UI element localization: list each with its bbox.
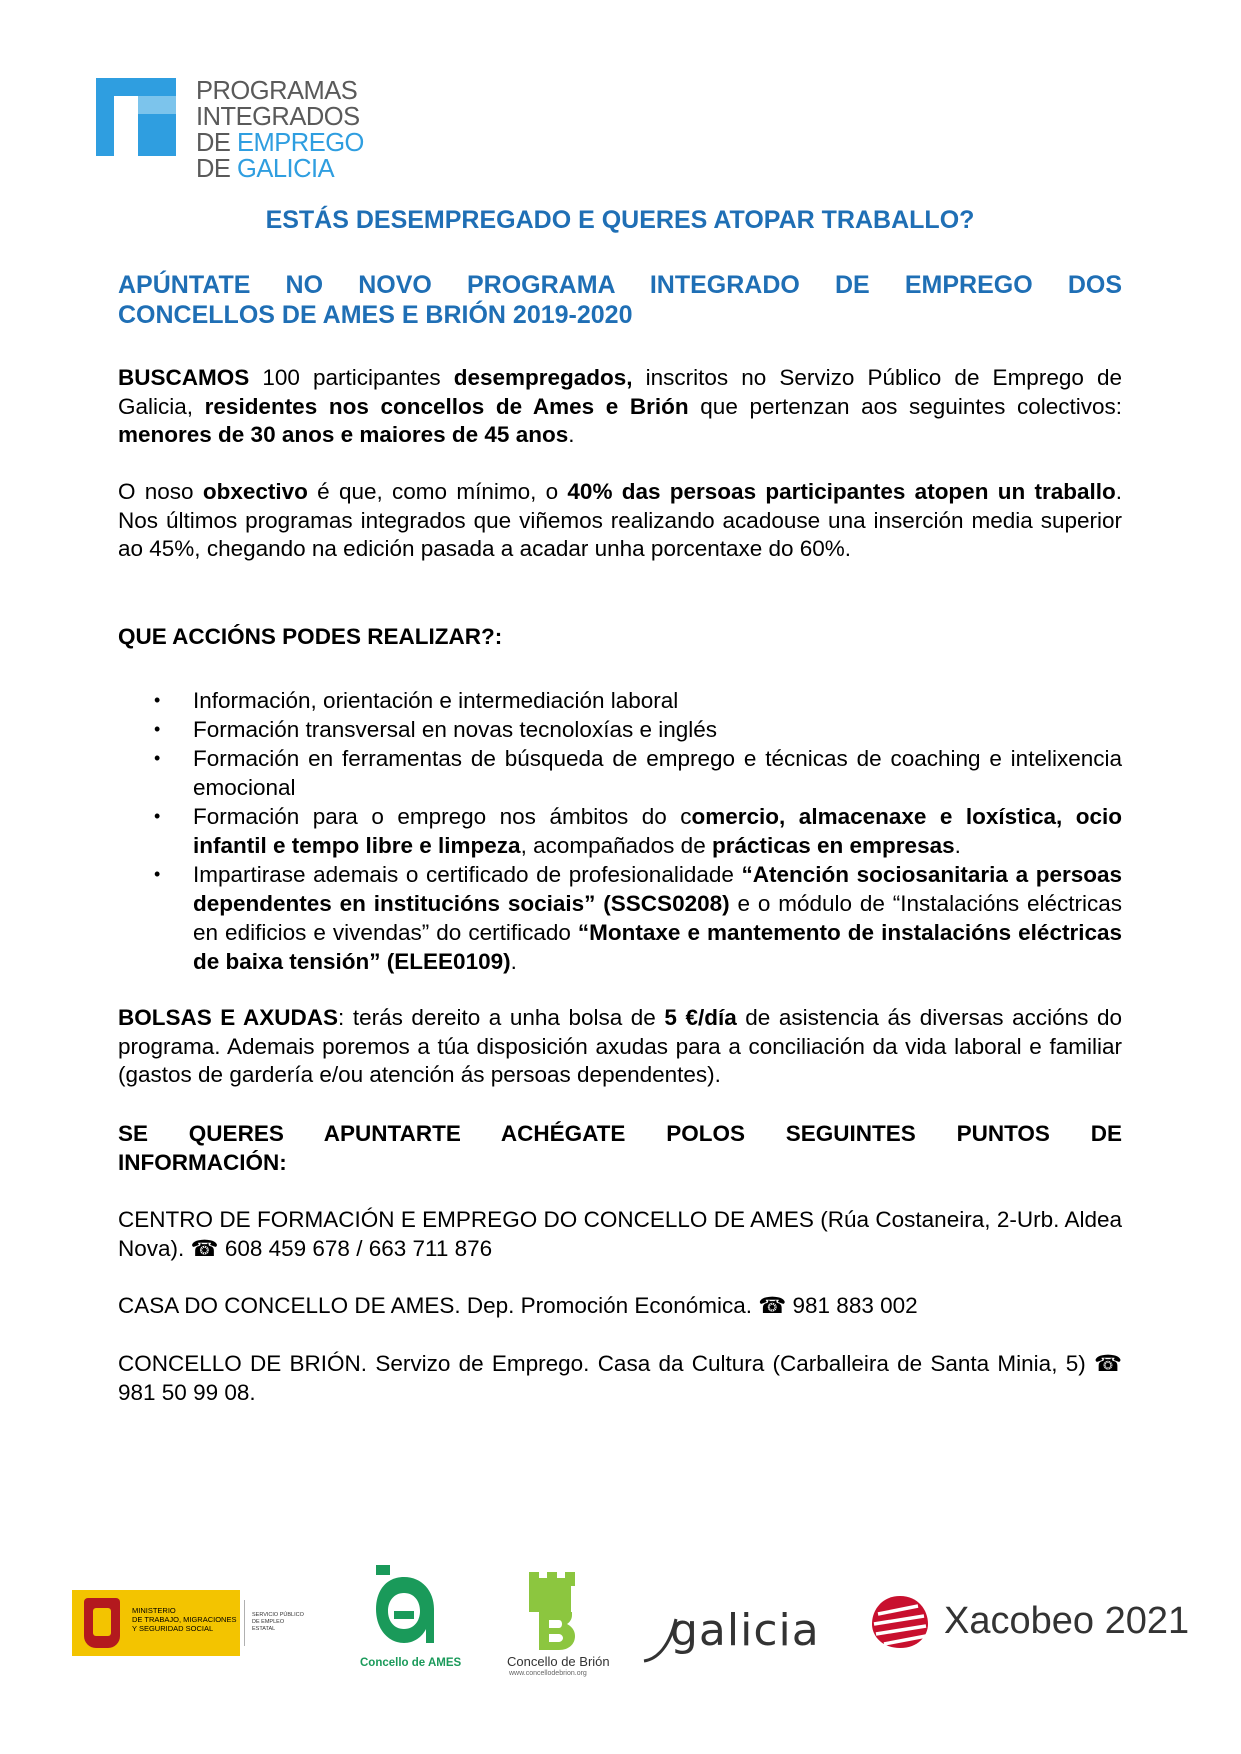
actions-list bbox=[118, 686, 1122, 976]
bold-text: omercio, almacenaxe e loxística, ocio infantil e tempo libre e limpeza bbox=[193, 804, 1122, 858]
ministry-logo bbox=[72, 1590, 308, 1656]
ames-a-icon bbox=[372, 1565, 436, 1647]
concello-brion-logo bbox=[505, 1572, 615, 1684]
bolsas-paragraph bbox=[118, 1004, 1122, 1090]
buscamos-paragraph bbox=[118, 364, 1122, 450]
list-item-text: Formación transversal en novas tecnoloxías e inglés bbox=[193, 717, 718, 742]
phone-number: 981 883 002 bbox=[786, 1293, 918, 1318]
list-item-text: Información, orientación e intermediación laboral bbox=[193, 688, 679, 713]
list-item bbox=[118, 802, 1122, 860]
info-point-ames-centro bbox=[118, 1206, 1122, 1263]
info-point-ames-casa bbox=[118, 1292, 1122, 1321]
bold-text: “Atención sociosanitaria a persoas dependentes en institucións sociais” (SSCS0208) bbox=[193, 862, 1123, 916]
galicia-text: galicia bbox=[670, 1605, 820, 1656]
text: CENTRO DE FORMACIÓN E EMPREGO DO CONCELLO DE AMES (Rúa Costaneira, 2-Urb. Aldea Nova). bbox=[118, 1207, 1122, 1261]
list-item bbox=[118, 715, 1122, 744]
programas-integrados-logo bbox=[96, 78, 396, 193]
bullet-icon: • bbox=[154, 806, 161, 826]
text: . Nos últimos programas integrados que viñemos realizando acadouse una inserción media superior ao 45%, chegando na edición pasada a acadar unha porcentaxe do 60%. bbox=[118, 479, 1123, 561]
list-item bbox=[118, 744, 1122, 802]
phone-icon: ☎ bbox=[1093, 1351, 1122, 1376]
text: de asistencia ás diversas accións do programa. Ademais poremos a túa disposición axudas para a conciliación da vida laboral e familiar (gastos de gardería e/ou atención ás persoas dependentes). bbox=[118, 1005, 1122, 1087]
phone-icon: ☎ bbox=[758, 1293, 787, 1318]
logo-text bbox=[196, 78, 364, 182]
logo-line-accent: GALICIA bbox=[237, 155, 335, 183]
list-item-text: , acompañados de bbox=[520, 833, 712, 858]
list-item bbox=[118, 686, 1122, 715]
actions-title: QUE ACCIÓNS PODES REALIZAR?: bbox=[118, 624, 503, 649]
text: CONCELLO DE BRIÓN. Servizo de Emprego. Casa da Cultura (Carballeira de Santa Minia, 5) bbox=[118, 1351, 1094, 1376]
list-item-text: e o módulo de “Instalacións eléctricas en edificios e vivendas” do certificado bbox=[193, 891, 1123, 945]
brion-tower-icon bbox=[525, 1572, 585, 1652]
bold-text: menores de 30 anos e maiores de 45 anos bbox=[118, 422, 569, 447]
text: . bbox=[568, 422, 575, 447]
text: 100 participantes bbox=[249, 365, 454, 390]
list-item bbox=[118, 860, 1122, 976]
bold-text: prácticas en empresas bbox=[711, 833, 955, 858]
sepe-text: SERVICIO PÚBLICO DE EMPLEO ESTATAL bbox=[252, 1612, 304, 1632]
phone-icon: ☎ bbox=[190, 1235, 219, 1261]
xacobeo-shell-icon bbox=[868, 1590, 932, 1654]
divider bbox=[244, 1600, 245, 1646]
obxectivo-paragraph bbox=[118, 478, 1122, 564]
bullet-icon: • bbox=[154, 719, 161, 739]
sub-heading-line1: APÚNTATE NO NOVO PROGRAMA INTEGRADO DE EMPREGO DOS bbox=[118, 271, 1122, 299]
text: que pertenzan aos seguintes colectivos: bbox=[688, 393, 1122, 419]
info-title-line1: SE QUERES APUNTARTE ACHÉGATE POLOS SEGUINTES PUNTOS DE bbox=[118, 1121, 1122, 1146]
sub-heading bbox=[118, 270, 1122, 330]
brion-url: www.concellodebrion.org bbox=[509, 1670, 587, 1677]
list-item-text: Impartirase ademais o certificado de profesionalidade bbox=[193, 862, 742, 887]
bullet-icon: • bbox=[154, 864, 161, 884]
text: CASA DO CONCELLO DE AMES. Dep. Promoción Económica. bbox=[118, 1293, 759, 1318]
main-heading: ESTÁS DESEMPREGADO E QUERES ATOPAR TRABALLO? bbox=[265, 206, 975, 234]
bold-text: 40% das persoas participantes atopen un traballo bbox=[567, 479, 1116, 504]
phone-number: 608 459 678 / 663 711 876 bbox=[218, 1235, 493, 1261]
list-item-text: . bbox=[510, 949, 517, 974]
text: inscritos no Servizo Público de Emprego de Galicia, bbox=[118, 365, 1122, 419]
concello-ames-logo bbox=[360, 1565, 462, 1675]
xacobeo-text: Xacobeo 2021 bbox=[944, 1600, 1190, 1642]
pig-logo-icon bbox=[96, 78, 176, 158]
list-item-text: Formación en ferramentas de búsqueda de emprego e técnicas de coaching e intelixencia emocional bbox=[193, 746, 1122, 800]
bold-text: residentes nos concellos de Ames e Brión bbox=[204, 393, 689, 419]
list-item-text: Formación para o emprego nos ámbitos do c bbox=[193, 804, 692, 829]
bold-text: desempregados, bbox=[453, 365, 633, 390]
info-title bbox=[118, 1120, 1122, 1177]
logo-line-accent: EMPREGO bbox=[237, 129, 364, 157]
coat-of-arms-icon bbox=[84, 1598, 120, 1648]
text: : terás dereito a unha bolsa de bbox=[338, 1005, 665, 1030]
info-point-brion bbox=[118, 1350, 1122, 1407]
xacobeo-logo bbox=[868, 1590, 1188, 1660]
logo-line: DE bbox=[196, 129, 238, 157]
brion-label: Concello de Brión bbox=[507, 1654, 610, 1669]
logo-line: INTEGRADOS bbox=[196, 103, 360, 131]
ministry-text: MINISTERIO DE TRABAJO, MIGRACIONES Y SEGURIDAD SOCIAL bbox=[132, 1606, 237, 1633]
logo-line: DE bbox=[196, 155, 238, 183]
logo-line: PROGRAMAS bbox=[196, 77, 358, 105]
bold-text: “Montaxe e mantemento de instalacións eléctricas de baixa tensión” (ELEE0109) bbox=[193, 920, 1122, 974]
ames-label: Concello de AMES bbox=[360, 1657, 462, 1669]
sub-heading-line2: CONCELLOS DE AMES E BRIÓN 2019-2020 bbox=[118, 301, 633, 329]
text: é que, como mínimo, o bbox=[307, 479, 568, 504]
phone-number: 981 50 99 08. bbox=[118, 1379, 256, 1405]
bullet-icon: • bbox=[154, 748, 161, 768]
bold-text: BOLSAS E AXUDAS bbox=[118, 1005, 339, 1030]
bold-text: BUSCAMOS bbox=[118, 365, 250, 390]
info-title-line2: INFORMACIÓN: bbox=[118, 1149, 287, 1175]
bold-text: obxectivo bbox=[202, 479, 308, 504]
bold-text: 5 €/día bbox=[664, 1005, 737, 1030]
list-item-text: . bbox=[954, 833, 961, 858]
bullet-icon: • bbox=[154, 690, 161, 710]
galicia-logo bbox=[640, 1605, 820, 1665]
text: O noso bbox=[118, 479, 203, 504]
